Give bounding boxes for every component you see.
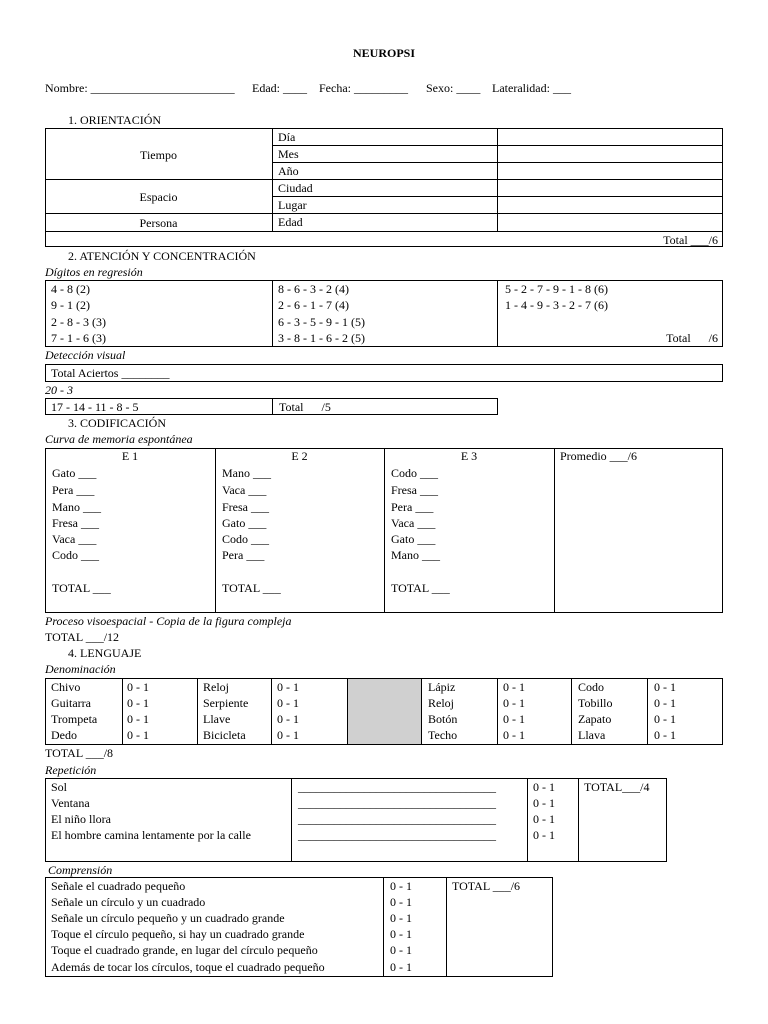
- page-title: NEUROPSI: [352, 46, 415, 60]
- atencion-heading: 2. ATENCIÓN Y CONCENTRACIÓN: [68, 249, 256, 263]
- e3-item[interactable]: Codo ___: [391, 466, 439, 480]
- fecha-field[interactable]: Fecha: _________: [319, 81, 408, 95]
- curva-label: Curva de memoria espontánea: [45, 432, 193, 446]
- den-total[interactable]: TOTAL ___/8: [45, 746, 114, 760]
- den-item: Botón: [428, 712, 458, 726]
- den-item: Techo: [428, 728, 458, 742]
- den-item: Lápiz: [428, 680, 456, 694]
- den-item: Chivo: [51, 680, 81, 694]
- proceso-total[interactable]: TOTAL ___/12: [45, 630, 120, 644]
- orientacion-total: Total ___/6: [663, 233, 718, 247]
- den-item: Tobillo: [578, 696, 613, 710]
- comp-score[interactable]: 0 - 1: [390, 879, 412, 893]
- den-score[interactable]: 0 - 1: [503, 728, 525, 742]
- comp-item: Señale un círculo y un cuadrado: [51, 895, 206, 909]
- orientacion-heading: 1. ORIENTACIÓN: [68, 113, 162, 127]
- orient-item: Lugar: [278, 198, 307, 212]
- rep-score[interactable]: 0 - 1: [533, 828, 555, 842]
- comp-score[interactable]: 0 - 1: [390, 960, 412, 974]
- comp-total[interactable]: TOTAL ___/6: [452, 879, 521, 893]
- rep-answer-line[interactable]: _________________________________: [298, 796, 496, 810]
- comp-score[interactable]: 0 - 1: [390, 943, 412, 957]
- den-score[interactable]: 0 - 1: [654, 728, 676, 742]
- e1-item[interactable]: Gato ___: [52, 466, 97, 480]
- rep-item: Sol: [51, 780, 68, 794]
- e2-item[interactable]: Pera ___: [222, 548, 265, 562]
- digitos-item: 4 - 8 (2): [51, 282, 90, 296]
- den-item: Bicicleta: [203, 728, 246, 742]
- codificacion-heading: 3. CODIFICACIÓN: [68, 416, 167, 430]
- comp-item: Toque el círculo pequeño, si hay un cuadrado grande: [51, 927, 305, 941]
- e3-item[interactable]: Vaca ___: [391, 516, 436, 530]
- den-score[interactable]: 0 - 1: [654, 712, 676, 726]
- lenguaje-heading: 4. LENGUAJE: [68, 646, 142, 660]
- sexo-field[interactable]: Sexo: ____: [426, 81, 481, 95]
- rep-score[interactable]: 0 - 1: [533, 796, 555, 810]
- repeticion-label: Repetición: [45, 763, 97, 777]
- e3-item[interactable]: Gato ___: [391, 532, 436, 546]
- e1-total[interactable]: TOTAL ___: [52, 581, 111, 595]
- rep-total[interactable]: TOTAL___/4: [584, 780, 650, 794]
- den-score[interactable]: 0 - 1: [654, 680, 676, 694]
- den-score[interactable]: 0 - 1: [277, 680, 299, 694]
- rep-answer-line[interactable]: _________________________________: [298, 828, 496, 842]
- orient-item: Mes: [278, 147, 299, 161]
- comp-score[interactable]: 0 - 1: [390, 895, 412, 909]
- den-item: Guitarra: [51, 696, 91, 710]
- e1-item[interactable]: Mano ___: [52, 500, 101, 514]
- den-score[interactable]: 0 - 1: [503, 696, 525, 710]
- digitos-item: 8 - 6 - 3 - 2 (4): [278, 282, 349, 296]
- rep-item: El hombre camina lentamente por la calle: [51, 828, 251, 842]
- e1-item[interactable]: Codo ___: [52, 548, 100, 562]
- denominacion-label: Denominación: [45, 662, 116, 676]
- den-item: Serpiente: [203, 696, 249, 710]
- den-score[interactable]: 0 - 1: [277, 712, 299, 726]
- den-item: Dedo: [51, 728, 77, 742]
- e2-item[interactable]: Gato ___: [222, 516, 267, 530]
- rep-item: El niño llora: [51, 812, 111, 826]
- den-score[interactable]: 0 - 1: [277, 696, 299, 710]
- digitos-item: 7 - 1 - 6 (3): [51, 331, 106, 345]
- digitos-item: 3 - 8 - 1 - 6 - 2 (5): [278, 331, 365, 345]
- den-item: Llava: [578, 728, 606, 742]
- edad-field[interactable]: Edad: ____: [252, 81, 307, 95]
- e2-item[interactable]: Mano ___: [222, 466, 271, 480]
- digitos-total: Total /6: [666, 331, 718, 345]
- e3-header: E 3: [460, 449, 478, 463]
- e2-item[interactable]: Fresa ___: [222, 500, 269, 514]
- den-score[interactable]: 0 - 1: [127, 728, 149, 742]
- resta-total: Total /5: [279, 400, 331, 414]
- den-score[interactable]: 0 - 1: [127, 680, 149, 694]
- e2-total[interactable]: TOTAL ___: [222, 581, 281, 595]
- proceso-label: Proceso visoespacial - Copia de la figura compleja: [45, 614, 292, 628]
- rep-answer-line[interactable]: _________________________________: [298, 780, 496, 794]
- orient-item: Ciudad: [278, 181, 313, 195]
- rep-score[interactable]: 0 - 1: [533, 780, 555, 794]
- den-score[interactable]: 0 - 1: [277, 728, 299, 742]
- den-item: Llave: [203, 712, 231, 726]
- comp-item: Toque el cuadrado grande, en lugar del círculo pequeño: [51, 943, 318, 957]
- den-item: Zapato: [578, 712, 612, 726]
- digitos-item: 6 - 3 - 5 - 9 - 1 (5): [278, 315, 365, 329]
- comp-score[interactable]: 0 - 1: [390, 927, 412, 941]
- nombre-field[interactable]: Nombre: ________________________: [45, 81, 235, 95]
- den-item: Reloj: [428, 696, 454, 710]
- e2-item[interactable]: Codo ___: [222, 532, 270, 546]
- orient-item: Día: [278, 130, 296, 144]
- rep-answer-line[interactable]: _________________________________: [298, 812, 496, 826]
- e1-header: E 1: [121, 449, 139, 463]
- den-score[interactable]: 0 - 1: [503, 712, 525, 726]
- digitos-item: 1 - 4 - 9 - 3 - 2 - 7 (6): [505, 298, 608, 312]
- digitos-item: 5 - 2 - 7 - 9 - 1 - 8 (6): [505, 282, 608, 296]
- tiempo-label: Tiempo: [140, 148, 177, 162]
- digitos-item: 2 - 8 - 3 (3): [51, 315, 106, 329]
- comp-item: Además de tocar los círculos, toque el cuadrado pequeño: [51, 960, 325, 974]
- e1-item[interactable]: Vaca ___: [52, 532, 97, 546]
- persona-label: Persona: [139, 216, 178, 230]
- e3-total[interactable]: TOTAL ___: [391, 581, 450, 595]
- rep-score[interactable]: 0 - 1: [533, 812, 555, 826]
- blank-cell: [347, 679, 421, 744]
- deteccion-label: Detección visual: [45, 348, 126, 362]
- comp-item: Señale un círculo pequeño y un cuadrado grande: [51, 911, 285, 925]
- lateralidad-field[interactable]: Lateralidad: ___: [492, 81, 571, 95]
- resta-label: 20 - 3: [45, 383, 73, 397]
- e1-item[interactable]: Pera ___: [52, 483, 95, 497]
- e1-item[interactable]: Fresa ___: [52, 516, 99, 530]
- orient-item: Edad: [278, 215, 303, 229]
- den-score[interactable]: 0 - 1: [503, 680, 525, 694]
- den-item: Codo: [578, 680, 605, 694]
- comp-item: Señale el cuadrado pequeño: [51, 879, 186, 893]
- orient-item: Año: [278, 164, 299, 178]
- den-score[interactable]: 0 - 1: [654, 696, 676, 710]
- digitos-item: 2 - 6 - 1 - 7 (4): [278, 298, 349, 312]
- digitos-label: Dígitos en regresión: [45, 265, 143, 279]
- rep-item: Ventana: [51, 796, 90, 810]
- e3-item[interactable]: Pera ___: [391, 500, 434, 514]
- den-item: Reloj: [203, 680, 229, 694]
- den-item: Trompeta: [51, 712, 98, 726]
- e2-header: E 2: [291, 449, 308, 463]
- comprension-label: Comprensión: [48, 863, 113, 877]
- e2-item[interactable]: Vaca ___: [222, 483, 267, 497]
- comp-score[interactable]: 0 - 1: [390, 911, 412, 925]
- den-score[interactable]: 0 - 1: [127, 696, 149, 710]
- promedio: Promedio ___/6: [560, 449, 637, 463]
- resta-values: 17 - 14 - 11 - 8 - 5: [51, 400, 139, 414]
- e3-item[interactable]: Fresa ___: [391, 483, 438, 497]
- e3-item[interactable]: Mano ___: [391, 548, 440, 562]
- espacio-label: Espacio: [139, 190, 178, 204]
- digitos-item: 9 - 1 (2): [51, 298, 90, 312]
- deteccion-total[interactable]: Total Aciertos ________: [51, 366, 170, 380]
- den-score[interactable]: 0 - 1: [127, 712, 149, 726]
